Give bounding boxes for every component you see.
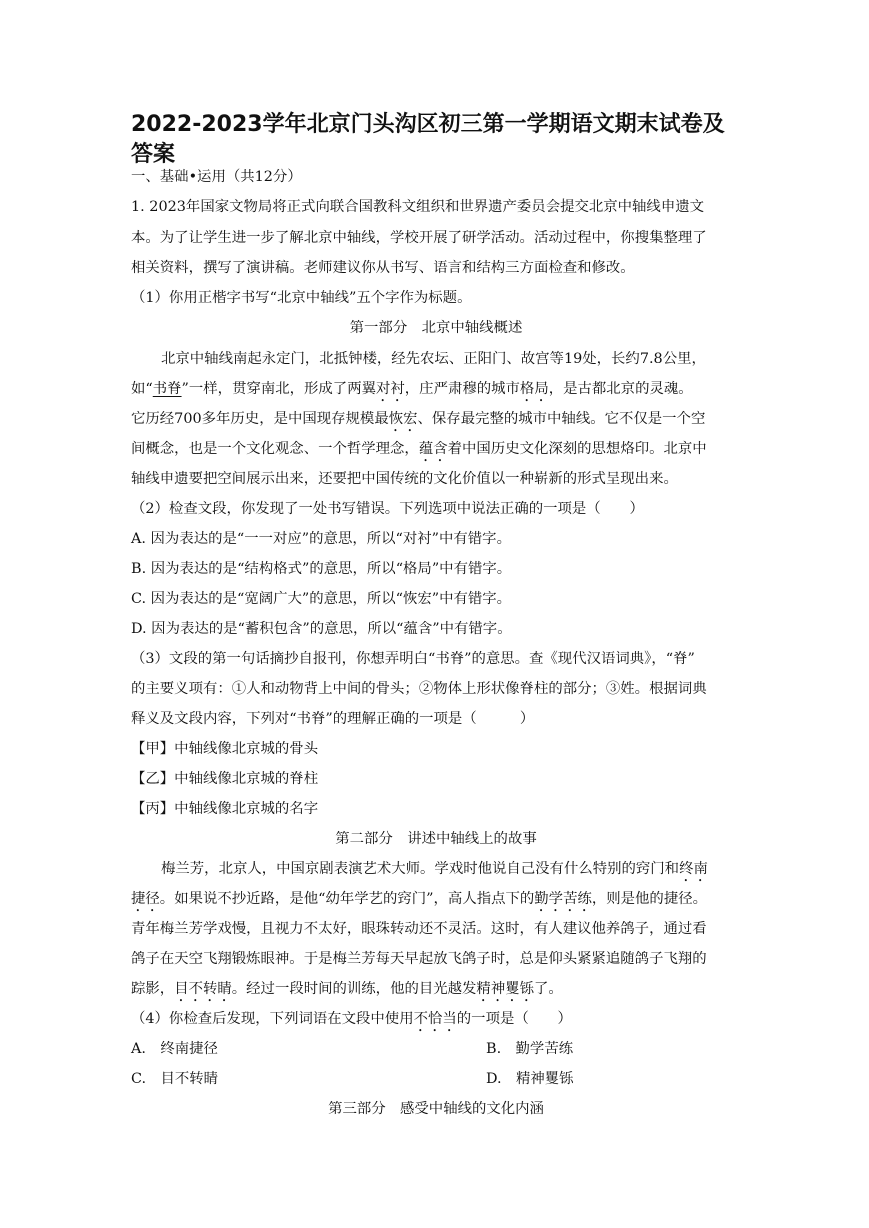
dotted-word: 终南 <box>679 861 708 877</box>
option-row-cd <box>131 1069 741 1089</box>
part-1-line-5: 轴线申遗要把空间展示出来，还要把中国传统的文化价值以一种崭新的形式呈现出来。 <box>131 471 678 487</box>
part-1-line-1: 北京中轴线南起永定门，北抵钟楼，经先农坛、正阳门、故宫等19处，长约7.8公里， <box>161 351 706 367</box>
part-1-line-2: 如“书脊”一样，贯穿南北，形成了两翼对衬，庄严肃穆的城市格局，是古都北京的灵魂。 <box>131 381 693 397</box>
dotted-word: 对衬 <box>375 381 405 397</box>
option-d: D. 精神矍铄 <box>486 1071 574 1087</box>
choice-bing: 【丙】中轴线像北京城的名字 <box>131 801 319 817</box>
dotted-word: 勤学苦练 <box>534 891 592 907</box>
section-heading: 一、基础•运用（共12分） <box>131 169 302 185</box>
question-1-intro-line-3: 相关资料，撰写了演讲稿。老师建议你从书写、语言和结构三方面检查和修改。 <box>131 260 635 276</box>
question-1-3-line-2: 的主要义项有：①人和动物背上中间的骨头；②物体上形状像脊柱的部分；③姓。根据词典 <box>131 681 707 697</box>
question-1-2-stem: （2）检查文段，你发现了一处书写错误。下列选项中说法正确的一项是（ ） <box>131 501 644 517</box>
question-1-intro-line-2: 本。为了让学生进一步了解北京中轴线，学校开展了研学活动。活动过程中，你搜集整理了 <box>131 230 707 246</box>
part-2-line-5: 踪影，目不转睛。经过一段时间的训练，他的目光越发精神矍铄了。 <box>131 981 563 997</box>
part-3-heading: 第三部分 感受中轴线的文化内涵 <box>328 1101 544 1117</box>
dotted-word: 捷径 <box>131 891 160 907</box>
question-1-3-line-1: （3）文段的第一句话摘抄自报刊，你想弄明白“书脊”的意思。查《现代汉语词典》，“脊” <box>131 651 695 667</box>
part-1-line-3: 它历经700多年历史，是中国现存规模最恢宏、保存最完整的城市中轴线。它不仅是一个空 <box>131 411 706 427</box>
question-1-intro-line-1: 1. 2023年国家文物局将正式向联合国教科文组织和世界遗产委员会提交北京中轴线申遗文 <box>131 199 704 215</box>
dotted-word: 恢宏 <box>388 411 418 427</box>
part-2-line-1: 梅兰芳，北京人，中国京剧表演艺术大师。学戏时他说自己没有什么特别的窍门和终南 <box>161 861 708 877</box>
part-1-heading: 第一部分 北京中轴线概述 <box>349 320 523 336</box>
dotted-word: 蕴含 <box>418 441 448 457</box>
question-1-4-stem: （4）你检查后发现，下列词语在文段中使用不恰当的一项是（ ） <box>131 1011 572 1027</box>
option-a: A. 终南捷径 <box>131 1041 218 1057</box>
dotted-word: 不恰当 <box>413 1011 457 1027</box>
page-title: 2022-2023学年北京门头沟区初三第一学期语文期末试卷及答案 <box>131 112 725 167</box>
choice-yi: 【乙】中轴线像北京城的脊柱 <box>131 771 319 787</box>
dotted-word: 目不转睛 <box>174 981 232 997</box>
dotted-word: 精神矍铄 <box>476 981 534 997</box>
option-c: C. 因为表达的是“宽阔广大”的意思，所以“恢宏”中有错字。 <box>131 591 512 607</box>
underlined-word: 书脊 <box>152 381 182 397</box>
option-row-ab <box>131 1039 741 1059</box>
part-1-line-4: 间概念，也是一个文化观念、一个哲学理念，蕴含着中国历史文化深刻的思想烙印。北京中 <box>131 441 707 457</box>
part-2-heading: 第二部分 讲述中轴线上的故事 <box>335 831 537 847</box>
question-1-1: （1）你用正楷字书写“北京中轴线”五个字作为标题。 <box>131 290 472 306</box>
option-c: C. 目不转睛 <box>131 1071 219 1087</box>
option-b: B. 因为表达的是“结构格式”的意思，所以“格局”中有错字。 <box>131 561 512 577</box>
option-b: B. 勤学苦练 <box>486 1041 574 1057</box>
part-2-line-2: 捷径。如果说不抄近路，是他“幼年学艺的窍门”，高人指点下的勤学苦练，则是他的捷径。 <box>131 891 707 907</box>
part-2-line-3: 青年梅兰芳学戏慢，且视力不太好，眼珠转动还不灵活。这时，有人建议他养鸽子，通过看 <box>131 921 707 937</box>
choice-jia: 【甲】中轴线像北京城的骨头 <box>131 741 319 757</box>
option-d: D. 因为表达的是“蓄积包含”的意思，所以“蕴含”中有错字。 <box>131 621 512 637</box>
question-1-3-line-3: 释义及文段内容，下列对“书脊”的理解正确的一项是（ ） <box>131 711 535 727</box>
option-a: A. 因为表达的是“一一对应”的意思，所以“对衬”中有错字。 <box>131 531 511 547</box>
dotted-word: 格局 <box>519 381 549 397</box>
part-2-line-4: 鸽子在天空飞翔锻炼眼神。于是梅兰芳每天早起放飞鸽子时，总是仰头紧紧追随鸽子飞翔的 <box>131 951 707 967</box>
